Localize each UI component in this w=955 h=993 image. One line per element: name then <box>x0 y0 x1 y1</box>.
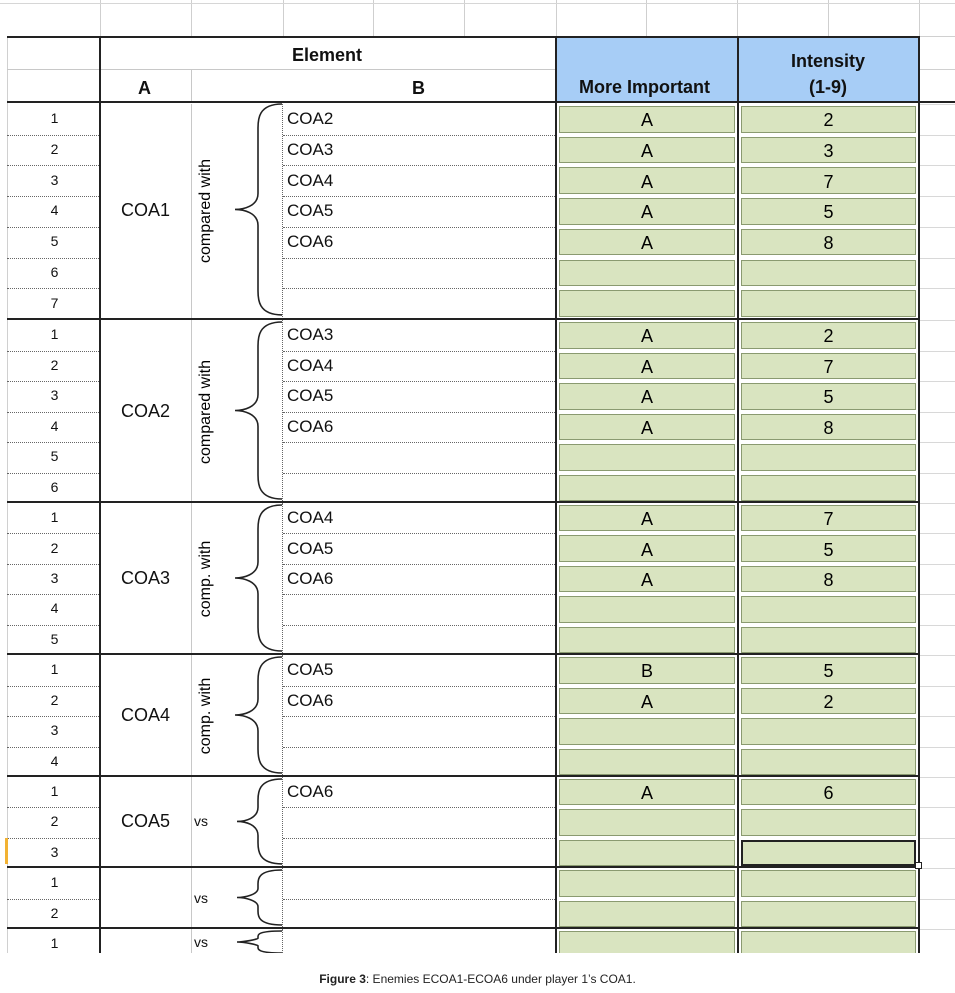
row-separator <box>283 473 555 474</box>
compared-item: COA6 <box>287 782 334 802</box>
row-separator <box>7 258 99 259</box>
row-separator <box>283 564 555 565</box>
row-number: 3 <box>50 387 59 404</box>
more-important-cell[interactable] <box>559 414 735 441</box>
caption-text: : Enemies ECOA1-ECOA6 under player 1’s COA1. <box>365 972 636 986</box>
column-gridline <box>100 0 101 36</box>
more-important-cell[interactable] <box>559 444 735 471</box>
intensity-value: 6 <box>823 783 834 804</box>
intensity-cell[interactable] <box>741 718 916 745</box>
row-number: 1 <box>50 874 59 891</box>
intensity-value: 7 <box>823 356 834 377</box>
intensity-cell[interactable] <box>741 627 916 653</box>
row-number: 1 <box>50 509 59 526</box>
column-b-header: B <box>412 78 425 98</box>
intensity-value: 5 <box>823 202 834 223</box>
curly-brace-icon <box>228 868 288 927</box>
intensity-cell[interactable] <box>741 779 916 805</box>
more-important-cell[interactable] <box>559 779 735 805</box>
more-important-value: A <box>640 691 653 712</box>
row-gridline <box>920 165 955 166</box>
row-number: 2 <box>50 691 59 708</box>
compared-item: COA4 <box>287 170 334 190</box>
row-number: 5 <box>50 448 59 465</box>
intensity-cell[interactable] <box>741 931 916 953</box>
row-separator <box>283 351 555 352</box>
row-number: 6 <box>50 478 59 495</box>
intensity-cell[interactable] <box>741 840 916 866</box>
row-gridline <box>920 320 955 321</box>
row-gridline <box>920 69 955 70</box>
row-separator <box>7 807 99 808</box>
row-gridline <box>920 686 955 687</box>
connector-column-border <box>191 929 192 953</box>
row-gridline <box>920 351 955 352</box>
row-gridline <box>920 899 955 900</box>
intensity-header-line1: Intensity <box>791 51 866 71</box>
intensity-value: 7 <box>823 171 834 192</box>
intensity-value: 3 <box>823 141 834 162</box>
row-number: 2 <box>50 904 59 921</box>
more-important-cell[interactable] <box>559 383 735 410</box>
curly-brace-icon <box>228 929 288 953</box>
intensity-value: 5 <box>823 661 834 682</box>
more-important-value: A <box>640 110 653 131</box>
intensity-value: 2 <box>823 110 834 131</box>
column-gridline <box>919 0 920 36</box>
compared-item: COA6 <box>287 416 334 436</box>
row-separator <box>283 165 555 166</box>
row-number: 3 <box>50 722 59 739</box>
more-important-header: More Important <box>579 77 711 97</box>
header-bottom-border <box>7 101 955 103</box>
more-important-cell[interactable] <box>559 566 735 592</box>
row-separator <box>283 838 555 839</box>
group-divider <box>7 775 920 777</box>
row-separator <box>7 716 99 717</box>
row-gridline <box>920 36 955 37</box>
header-divider <box>7 69 100 70</box>
intensity-cell[interactable] <box>741 137 916 164</box>
group-divider <box>7 653 920 655</box>
more-important-cell[interactable] <box>559 505 735 531</box>
element-header: Element <box>292 45 363 65</box>
row-gridline <box>920 929 955 930</box>
intensity-cell[interactable] <box>741 414 916 441</box>
more-important-cell[interactable] <box>559 137 735 164</box>
row-separator <box>283 807 555 808</box>
row-separator <box>7 381 99 382</box>
more-important-value: A <box>640 202 653 223</box>
more-important-value: A <box>640 539 653 560</box>
row-separator <box>7 747 99 748</box>
element-a-label: COA3 <box>120 568 171 588</box>
row-gridline <box>920 473 955 474</box>
more-important-cell[interactable] <box>559 229 735 256</box>
row-separator <box>7 625 99 626</box>
curly-brace-icon <box>228 655 288 775</box>
row-number: 1 <box>50 326 59 343</box>
intensity-cell[interactable] <box>741 901 916 928</box>
row-gridline <box>920 533 955 534</box>
intensity-cell[interactable] <box>741 167 916 194</box>
row-gridline <box>920 381 955 382</box>
connector-label: compared with <box>197 159 214 264</box>
more-important-cell[interactable] <box>559 198 735 225</box>
row-gridline <box>920 625 955 626</box>
row-separator <box>283 196 555 197</box>
compared-item: COA4 <box>287 508 334 528</box>
row-number: 5 <box>50 630 59 647</box>
compared-item: COA5 <box>287 201 334 221</box>
row-gridline <box>920 135 955 136</box>
row-separator <box>283 412 555 413</box>
intensity-cell[interactable] <box>741 809 916 835</box>
row-separator <box>283 594 555 595</box>
row-separator <box>7 165 99 166</box>
row-gridline <box>920 412 955 413</box>
group-divider <box>7 501 920 503</box>
element-a-label: COA4 <box>120 705 171 725</box>
column-gridline <box>464 0 465 36</box>
more-important-value: A <box>640 141 653 162</box>
table-top-border <box>7 36 920 38</box>
connector-column-border <box>191 777 192 868</box>
more-important-cell[interactable] <box>559 718 735 745</box>
more-important-cell[interactable] <box>559 535 735 561</box>
curly-brace-icon <box>228 102 288 317</box>
intensity-cell[interactable] <box>741 106 916 133</box>
intensity-cell[interactable] <box>741 596 916 622</box>
row-separator <box>7 412 99 413</box>
row-gridline <box>920 868 955 869</box>
curly-brace-icon <box>228 320 288 501</box>
intensity-cell[interactable] <box>741 657 916 684</box>
column-gridline <box>283 0 284 36</box>
row-number: 4 <box>50 417 59 434</box>
column-gridline <box>373 0 374 36</box>
row-separator <box>7 564 99 565</box>
intensity-cell[interactable] <box>741 444 916 471</box>
group-divider <box>7 866 920 868</box>
intensity-cell[interactable] <box>741 198 916 225</box>
row-separator <box>7 686 99 687</box>
element-a-label: COA2 <box>120 400 171 421</box>
more-important-cell[interactable] <box>559 870 735 897</box>
more-important-value: A <box>640 569 653 590</box>
row-gridline <box>920 288 955 289</box>
row-separator <box>7 227 99 228</box>
connector-label: comp. with <box>197 540 214 618</box>
row-number: 4 <box>50 600 59 617</box>
more-important-cell[interactable] <box>559 322 735 349</box>
group-divider <box>7 927 920 929</box>
row-gridline <box>920 104 955 105</box>
more-important-cell[interactable] <box>559 260 735 287</box>
compared-item: COA2 <box>287 109 334 129</box>
row-gridline <box>920 258 955 259</box>
row-number: 3 <box>50 570 59 586</box>
row-number: 2 <box>50 539 59 556</box>
row-gridline <box>920 838 955 839</box>
row-separator <box>283 442 555 443</box>
more-important-cell[interactable] <box>559 627 735 653</box>
connector-column-border <box>191 868 192 929</box>
row-number: 1 <box>50 935 59 952</box>
connector-column-border <box>191 320 192 503</box>
connector-label: compared with <box>197 359 214 464</box>
more-important-value: A <box>640 783 653 804</box>
row-number: 2 <box>50 356 59 373</box>
intensity-value: 5 <box>823 539 834 560</box>
connector-label: comp. with <box>197 677 214 755</box>
more-important-value: A <box>640 417 653 438</box>
row-gridline <box>920 594 955 595</box>
more-important-cell[interactable] <box>559 290 735 317</box>
row-separator <box>283 533 555 534</box>
intensity-cell[interactable] <box>741 870 916 897</box>
more-important-cell[interactable] <box>559 809 735 835</box>
intensity-cell[interactable] <box>741 229 916 256</box>
column-a-header: A <box>138 78 151 98</box>
fill-handle[interactable] <box>915 862 922 869</box>
row-gridline <box>920 564 955 565</box>
row-gridline <box>920 442 955 443</box>
intensity-cell[interactable] <box>741 566 916 592</box>
more-important-cell[interactable] <box>559 167 735 194</box>
more-important-value: B <box>640 661 653 682</box>
row-separator <box>283 716 555 717</box>
row-separator <box>283 258 555 259</box>
column-divider-thick <box>737 36 739 953</box>
connector-column-border <box>191 104 192 319</box>
intensity-value: 7 <box>823 509 834 530</box>
connector-column-border <box>191 655 192 777</box>
row-separator <box>283 227 555 228</box>
compared-item: COA5 <box>287 538 334 558</box>
row-separator <box>7 351 99 352</box>
compared-item: COA6 <box>287 690 334 710</box>
intensity-cell[interactable] <box>741 353 916 380</box>
intensity-value: 5 <box>823 387 834 408</box>
intensity-cell[interactable] <box>741 475 916 502</box>
intensity-value: 8 <box>823 233 834 254</box>
compared-item: COA4 <box>287 355 334 375</box>
row-separator <box>7 838 99 839</box>
intensity-cell[interactable] <box>741 749 916 776</box>
curly-brace-icon <box>228 503 288 653</box>
row-separator <box>7 533 99 534</box>
compared-item: COA5 <box>287 386 334 406</box>
row-separator <box>283 686 555 687</box>
connector-label: vs <box>194 934 208 950</box>
row-separator <box>7 594 99 595</box>
more-important-cell[interactable] <box>559 353 735 380</box>
element-a-label: COA5 <box>120 811 171 832</box>
row-gridline <box>920 716 955 717</box>
row-separator <box>283 288 555 289</box>
row-gridline <box>920 655 955 656</box>
intensity-cell[interactable] <box>741 290 916 317</box>
more-important-cell[interactable] <box>559 475 735 502</box>
row-separator <box>7 442 99 443</box>
more-important-value: A <box>640 326 653 347</box>
more-important-value: A <box>640 509 653 530</box>
figure-caption <box>0 972 955 986</box>
row-separator <box>7 899 99 900</box>
intensity-value: 8 <box>823 569 834 590</box>
compared-item: COA5 <box>287 660 334 680</box>
row-number: 4 <box>50 202 59 219</box>
row-gridline <box>920 807 955 808</box>
row-separator <box>283 899 555 900</box>
row-number: 1 <box>50 661 59 678</box>
row-separator <box>283 381 555 382</box>
more-important-value: A <box>640 171 653 192</box>
intensity-cell[interactable] <box>741 383 916 410</box>
intensity-value: 8 <box>823 417 834 438</box>
more-important-value: A <box>640 387 653 408</box>
column-divider <box>191 69 192 101</box>
row-number: 2 <box>50 141 59 158</box>
row-gridline <box>0 3 955 4</box>
connector-column-border <box>191 503 192 655</box>
row-number: 1 <box>50 110 59 127</box>
compared-item: COA3 <box>287 140 334 160</box>
row-gridline <box>920 503 955 504</box>
more-important-value: A <box>640 233 653 254</box>
row-number: 2 <box>50 813 59 830</box>
row-number: 1 <box>50 783 59 800</box>
element-a-label: COA1 <box>120 200 171 221</box>
column-gridline <box>646 0 647 36</box>
intensity-cell[interactable] <box>741 505 916 531</box>
intensity-cell[interactable] <box>741 322 916 349</box>
row-gridline <box>920 227 955 228</box>
compared-item: COA6 <box>287 569 334 588</box>
column-gridline <box>556 0 557 36</box>
row-separator <box>7 288 99 289</box>
row-number: 7 <box>50 294 59 311</box>
more-important-cell[interactable] <box>559 931 735 953</box>
compared-item: COA3 <box>287 325 334 345</box>
row-number: 6 <box>50 263 59 280</box>
row-gridline <box>920 196 955 197</box>
more-important-value: A <box>640 356 653 377</box>
connector-label: vs <box>194 813 208 830</box>
row-number: 4 <box>50 752 59 769</box>
row-number: 3 <box>50 843 59 860</box>
row-separator <box>283 747 555 748</box>
intensity-cell[interactable] <box>741 535 916 561</box>
more-important-cell[interactable] <box>559 901 735 928</box>
more-important-cell[interactable] <box>559 688 735 715</box>
more-important-cell[interactable] <box>559 749 735 776</box>
intensity-value: 2 <box>823 326 834 347</box>
column-b-right-border <box>555 36 557 953</box>
row-separator <box>7 135 99 136</box>
row-number: 5 <box>50 233 59 250</box>
column-gridline <box>191 0 192 36</box>
intensity-value: 2 <box>823 691 834 712</box>
row-separator <box>283 625 555 626</box>
connector-label: vs <box>194 889 208 906</box>
intensity-cell[interactable] <box>741 260 916 287</box>
row-number: 3 <box>50 171 59 188</box>
compared-item: COA6 <box>287 232 334 252</box>
caption-label: Figure 3 <box>319 972 366 986</box>
group-divider <box>7 318 920 320</box>
intensity-header-line2: (1-9) <box>809 77 848 97</box>
more-important-cell[interactable] <box>559 596 735 622</box>
header-divider <box>100 69 556 70</box>
intensity-cell[interactable] <box>741 688 916 715</box>
column-gridline <box>737 0 738 36</box>
more-important-cell[interactable] <box>559 840 735 866</box>
column-gridline <box>828 0 829 36</box>
table-right-border <box>918 36 920 953</box>
row-gridline <box>920 777 955 778</box>
more-important-cell[interactable] <box>559 106 735 133</box>
row-separator <box>7 473 99 474</box>
more-important-cell[interactable] <box>559 657 735 684</box>
row-gridline <box>920 747 955 748</box>
curly-brace-icon <box>228 777 288 866</box>
row-separator <box>283 135 555 136</box>
row-separator <box>7 196 99 197</box>
